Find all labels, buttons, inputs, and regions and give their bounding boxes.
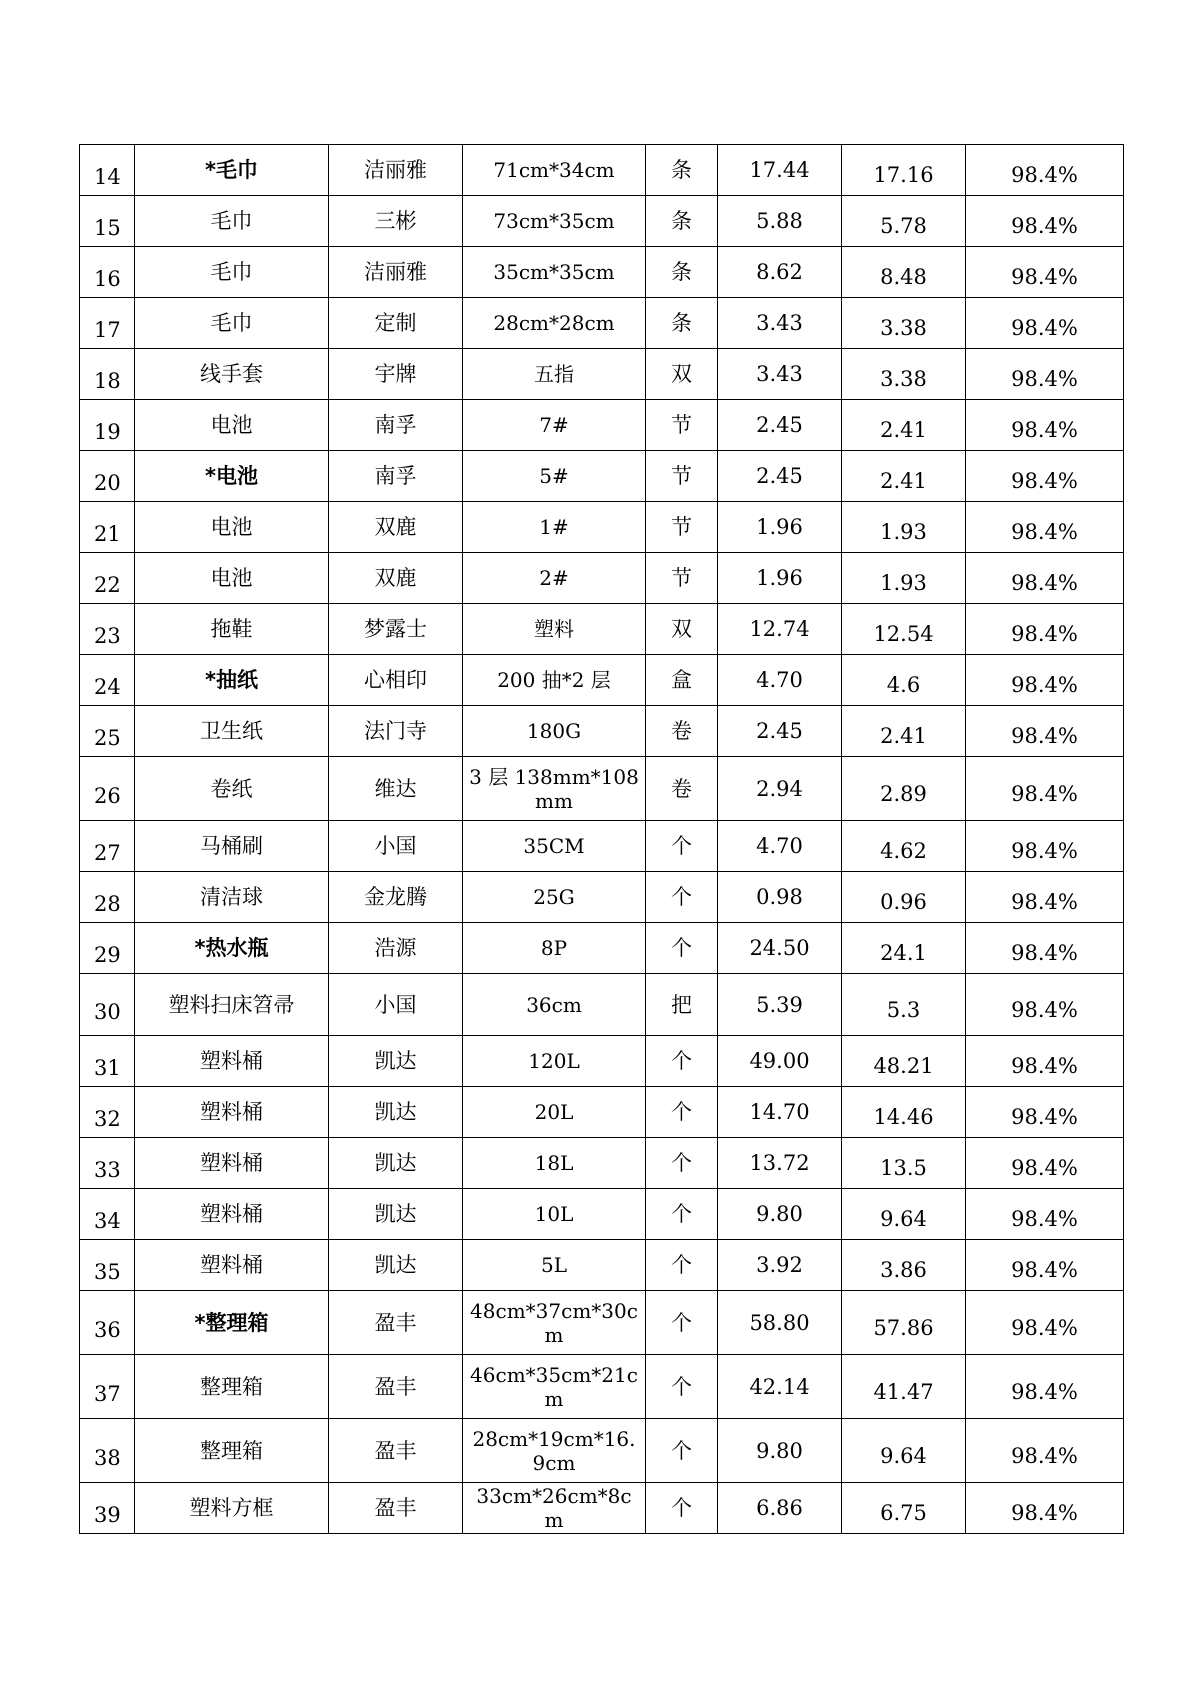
discount-rate-cell: 98.4%	[966, 974, 1124, 1036]
specification-cell: 180G	[463, 706, 646, 757]
unit-cell: 个	[646, 1189, 718, 1240]
unit-cell: 卷	[646, 706, 718, 757]
bid-price-cell: 3.38	[842, 349, 966, 400]
unit-cell: 个	[646, 1087, 718, 1138]
brand-cell: 凯达	[329, 1036, 463, 1087]
brand-cell: 洁丽雅	[329, 247, 463, 298]
table-row	[80, 1419, 1124, 1483]
specification-cell: 20L	[463, 1087, 646, 1138]
table-body	[80, 145, 1124, 1534]
unit-price-cell: 4.70	[718, 655, 842, 706]
row-number-cell: 18	[80, 349, 135, 400]
unit-price-cell: 1.96	[718, 502, 842, 553]
unit-price-cell: 2.45	[718, 706, 842, 757]
bid-price-cell: 4.62	[842, 821, 966, 872]
unit-price-cell: 8.62	[718, 247, 842, 298]
table-row	[80, 1189, 1124, 1240]
discount-rate-cell: 98.4%	[966, 247, 1124, 298]
brand-cell: 金龙腾	[329, 872, 463, 923]
unit-price-cell: 49.00	[718, 1036, 842, 1087]
bid-price-cell: 8.48	[842, 247, 966, 298]
table-row	[80, 553, 1124, 604]
specification-cell: 10L	[463, 1189, 646, 1240]
item-name-cell: 电池	[135, 400, 329, 451]
row-number-cell: 33	[80, 1138, 135, 1189]
brand-cell: 三彬	[329, 196, 463, 247]
row-number-cell: 26	[80, 757, 135, 821]
discount-rate-cell: 98.4%	[966, 1189, 1124, 1240]
discount-rate-cell: 98.4%	[966, 655, 1124, 706]
row-number-cell: 23	[80, 604, 135, 655]
brand-cell: 凯达	[329, 1138, 463, 1189]
discount-rate-cell: 98.4%	[966, 196, 1124, 247]
brand-cell: 维达	[329, 757, 463, 821]
unit-cell: 个	[646, 1138, 718, 1189]
table-row	[80, 1240, 1124, 1291]
item-name-cell: 线手套	[135, 349, 329, 400]
bid-price-cell: 1.93	[842, 553, 966, 604]
row-number-cell: 21	[80, 502, 135, 553]
unit-cell: 个	[646, 1036, 718, 1087]
unit-cell: 个	[646, 872, 718, 923]
bid-price-cell: 2.41	[842, 400, 966, 451]
row-number-cell: 38	[80, 1419, 135, 1483]
discount-rate-cell: 98.4%	[966, 706, 1124, 757]
item-name-cell: 整理箱	[135, 1355, 329, 1419]
unit-price-cell: 5.88	[718, 196, 842, 247]
row-number-cell: 24	[80, 655, 135, 706]
table-row	[80, 502, 1124, 553]
table-row	[80, 655, 1124, 706]
brand-cell: 宇牌	[329, 349, 463, 400]
unit-cell: 节	[646, 400, 718, 451]
specification-cell: 36cm	[463, 974, 646, 1036]
row-number-cell: 30	[80, 974, 135, 1036]
discount-rate-cell: 98.4%	[966, 1036, 1124, 1087]
unit-price-cell: 9.80	[718, 1189, 842, 1240]
table-row	[80, 1036, 1124, 1087]
table-row	[80, 604, 1124, 655]
item-name-cell: 电池	[135, 553, 329, 604]
brand-cell: 浩源	[329, 923, 463, 974]
table-row	[80, 298, 1124, 349]
unit-price-cell: 24.50	[718, 923, 842, 974]
specification-cell: 3 层 138mm*108mm	[463, 757, 646, 821]
unit-cell: 条	[646, 196, 718, 247]
item-name-cell: 塑料桶	[135, 1036, 329, 1087]
unit-price-cell: 1.96	[718, 553, 842, 604]
unit-price-cell: 5.39	[718, 974, 842, 1036]
unit-cell: 盒	[646, 655, 718, 706]
row-number-cell: 20	[80, 451, 135, 502]
item-name-cell: 拖鞋	[135, 604, 329, 655]
discount-rate-cell: 98.4%	[966, 349, 1124, 400]
specification-cell: 五指	[463, 349, 646, 400]
specification-cell: 25G	[463, 872, 646, 923]
unit-cell: 个	[646, 1483, 718, 1534]
discount-rate-cell: 98.4%	[966, 502, 1124, 553]
item-name-cell: 清洁球	[135, 872, 329, 923]
table-row	[80, 400, 1124, 451]
brand-cell: 盈丰	[329, 1355, 463, 1419]
table-row	[80, 145, 1124, 196]
specification-cell: 73cm*35cm	[463, 196, 646, 247]
bid-price-cell: 2.41	[842, 451, 966, 502]
item-name-cell: 塑料桶	[135, 1138, 329, 1189]
unit-price-cell: 14.70	[718, 1087, 842, 1138]
discount-rate-cell: 98.4%	[966, 400, 1124, 451]
discount-rate-cell: 98.4%	[966, 872, 1124, 923]
unit-price-cell: 9.80	[718, 1419, 842, 1483]
bid-price-cell: 13.5	[842, 1138, 966, 1189]
brand-cell: 梦露士	[329, 604, 463, 655]
row-number-cell: 29	[80, 923, 135, 974]
brand-cell: 心相印	[329, 655, 463, 706]
specification-cell: 1#	[463, 502, 646, 553]
unit-cell: 个	[646, 821, 718, 872]
specification-cell: 28cm*28cm	[463, 298, 646, 349]
bid-price-cell: 14.46	[842, 1087, 966, 1138]
bid-price-cell: 2.89	[842, 757, 966, 821]
specification-cell: 35cm*35cm	[463, 247, 646, 298]
item-name-cell: 毛巾	[135, 298, 329, 349]
unit-cell: 个	[646, 1355, 718, 1419]
item-name-cell: 电池	[135, 502, 329, 553]
bid-price-cell: 41.47	[842, 1355, 966, 1419]
item-name-cell: 马桶刷	[135, 821, 329, 872]
unit-cell: 双	[646, 349, 718, 400]
discount-rate-cell: 98.4%	[966, 1138, 1124, 1189]
item-name-cell: 卫生纸	[135, 706, 329, 757]
item-name-cell: 毛巾	[135, 247, 329, 298]
row-number-cell: 25	[80, 706, 135, 757]
discount-rate-cell: 98.4%	[966, 1291, 1124, 1355]
row-number-cell: 35	[80, 1240, 135, 1291]
brand-cell: 盈丰	[329, 1419, 463, 1483]
row-number-cell: 37	[80, 1355, 135, 1419]
row-number-cell: 14	[80, 145, 135, 196]
bid-price-cell: 5.3	[842, 974, 966, 1036]
table-row	[80, 451, 1124, 502]
table-row	[80, 1483, 1124, 1534]
discount-rate-cell: 98.4%	[966, 298, 1124, 349]
specification-cell: 120L	[463, 1036, 646, 1087]
row-number-cell: 17	[80, 298, 135, 349]
discount-rate-cell: 98.4%	[966, 604, 1124, 655]
unit-price-cell: 2.94	[718, 757, 842, 821]
brand-cell: 南孚	[329, 400, 463, 451]
discount-rate-cell: 98.4%	[966, 1355, 1124, 1419]
table-row	[80, 821, 1124, 872]
brand-cell: 凯达	[329, 1087, 463, 1138]
unit-cell: 个	[646, 923, 718, 974]
brand-cell: 小国	[329, 974, 463, 1036]
bid-price-cell: 3.86	[842, 1240, 966, 1291]
unit-cell: 节	[646, 553, 718, 604]
bid-price-cell: 4.6	[842, 655, 966, 706]
specification-cell: 46cm*35cm*21cm	[463, 1355, 646, 1419]
bid-price-cell: 5.78	[842, 196, 966, 247]
table-row	[80, 757, 1124, 821]
discount-rate-cell: 98.4%	[966, 451, 1124, 502]
discount-rate-cell: 98.4%	[966, 1419, 1124, 1483]
discount-rate-cell: 98.4%	[966, 1087, 1124, 1138]
unit-cell: 条	[646, 145, 718, 196]
discount-rate-cell: 98.4%	[966, 757, 1124, 821]
row-number-cell: 16	[80, 247, 135, 298]
discount-rate-cell: 98.4%	[966, 821, 1124, 872]
bid-price-cell: 9.64	[842, 1419, 966, 1483]
bid-price-cell: 3.38	[842, 298, 966, 349]
discount-rate-cell: 98.4%	[966, 1483, 1124, 1534]
item-name-cell: 卷纸	[135, 757, 329, 821]
item-name-cell: *热水瓶	[135, 923, 329, 974]
item-name-cell: 塑料桶	[135, 1189, 329, 1240]
table-row	[80, 247, 1124, 298]
brand-cell: 盈丰	[329, 1291, 463, 1355]
item-name-cell: *毛巾	[135, 145, 329, 196]
bid-price-cell: 0.96	[842, 872, 966, 923]
item-name-cell: 塑料桶	[135, 1087, 329, 1138]
unit-price-cell: 42.14	[718, 1355, 842, 1419]
table-row	[80, 1291, 1124, 1355]
row-number-cell: 32	[80, 1087, 135, 1138]
specification-cell: 2#	[463, 553, 646, 604]
discount-rate-cell: 98.4%	[966, 1240, 1124, 1291]
unit-cell: 条	[646, 298, 718, 349]
specification-cell: 塑料	[463, 604, 646, 655]
discount-rate-cell: 98.4%	[966, 553, 1124, 604]
brand-cell: 双鹿	[329, 502, 463, 553]
unit-price-cell: 2.45	[718, 400, 842, 451]
brand-cell: 法门寺	[329, 706, 463, 757]
unit-cell: 个	[646, 1419, 718, 1483]
table-row	[80, 974, 1124, 1036]
brand-cell: 凯达	[329, 1240, 463, 1291]
item-name-cell: *抽纸	[135, 655, 329, 706]
brand-cell: 双鹿	[329, 553, 463, 604]
unit-cell: 双	[646, 604, 718, 655]
table-row	[80, 706, 1124, 757]
unit-price-cell: 3.92	[718, 1240, 842, 1291]
unit-cell: 个	[646, 1291, 718, 1355]
specification-cell: 18L	[463, 1138, 646, 1189]
table-row	[80, 196, 1124, 247]
row-number-cell: 19	[80, 400, 135, 451]
specification-cell: 28cm*19cm*16.9cm	[463, 1419, 646, 1483]
bid-price-cell: 12.54	[842, 604, 966, 655]
row-number-cell: 22	[80, 553, 135, 604]
unit-price-cell: 58.80	[718, 1291, 842, 1355]
table-row	[80, 1355, 1124, 1419]
brand-cell: 定制	[329, 298, 463, 349]
brand-cell: 凯达	[329, 1189, 463, 1240]
bid-price-cell: 1.93	[842, 502, 966, 553]
specification-cell: 5#	[463, 451, 646, 502]
specification-cell: 33cm*26cm*8cm	[463, 1483, 646, 1534]
discount-rate-cell: 98.4%	[966, 145, 1124, 196]
discount-rate-cell: 98.4%	[966, 923, 1124, 974]
specification-cell: 71cm*34cm	[463, 145, 646, 196]
price-table	[79, 144, 1124, 1534]
unit-price-cell: 2.45	[718, 451, 842, 502]
row-number-cell: 31	[80, 1036, 135, 1087]
brand-cell: 洁丽雅	[329, 145, 463, 196]
table-row	[80, 872, 1124, 923]
item-name-cell: 毛巾	[135, 196, 329, 247]
item-name-cell: 整理箱	[135, 1419, 329, 1483]
row-number-cell: 15	[80, 196, 135, 247]
bid-price-cell: 57.86	[842, 1291, 966, 1355]
unit-price-cell: 6.86	[718, 1483, 842, 1534]
table-row	[80, 349, 1124, 400]
unit-cell: 把	[646, 974, 718, 1036]
unit-cell: 节	[646, 502, 718, 553]
unit-price-cell: 12.74	[718, 604, 842, 655]
item-name-cell: *电池	[135, 451, 329, 502]
unit-cell: 节	[646, 451, 718, 502]
item-name-cell: *整理箱	[135, 1291, 329, 1355]
table-row	[80, 1087, 1124, 1138]
specification-cell: 7#	[463, 400, 646, 451]
unit-price-cell: 13.72	[718, 1138, 842, 1189]
bid-price-cell: 24.1	[842, 923, 966, 974]
unit-price-cell: 0.98	[718, 872, 842, 923]
unit-price-cell: 3.43	[718, 298, 842, 349]
row-number-cell: 36	[80, 1291, 135, 1355]
specification-cell: 200 抽*2 层	[463, 655, 646, 706]
row-number-cell: 39	[80, 1483, 135, 1534]
row-number-cell: 34	[80, 1189, 135, 1240]
item-name-cell: 塑料方框	[135, 1483, 329, 1534]
unit-price-cell: 3.43	[718, 349, 842, 400]
unit-cell: 个	[646, 1240, 718, 1291]
item-name-cell: 塑料桶	[135, 1240, 329, 1291]
specification-cell: 5L	[463, 1240, 646, 1291]
bid-price-cell: 6.75	[842, 1483, 966, 1534]
bid-price-cell: 2.41	[842, 706, 966, 757]
bid-price-cell: 48.21	[842, 1036, 966, 1087]
bid-price-cell: 9.64	[842, 1189, 966, 1240]
row-number-cell: 28	[80, 872, 135, 923]
unit-cell: 条	[646, 247, 718, 298]
brand-cell: 盈丰	[329, 1483, 463, 1534]
unit-price-cell: 17.44	[718, 145, 842, 196]
specification-cell: 48cm*37cm*30cm	[463, 1291, 646, 1355]
bid-price-cell: 17.16	[842, 145, 966, 196]
unit-cell: 卷	[646, 757, 718, 821]
unit-price-cell: 4.70	[718, 821, 842, 872]
table-row	[80, 923, 1124, 974]
specification-cell: 8P	[463, 923, 646, 974]
brand-cell: 小国	[329, 821, 463, 872]
brand-cell: 南孚	[329, 451, 463, 502]
specification-cell: 35CM	[463, 821, 646, 872]
table-row	[80, 1138, 1124, 1189]
row-number-cell: 27	[80, 821, 135, 872]
item-name-cell: 塑料扫床笤帚	[135, 974, 329, 1036]
